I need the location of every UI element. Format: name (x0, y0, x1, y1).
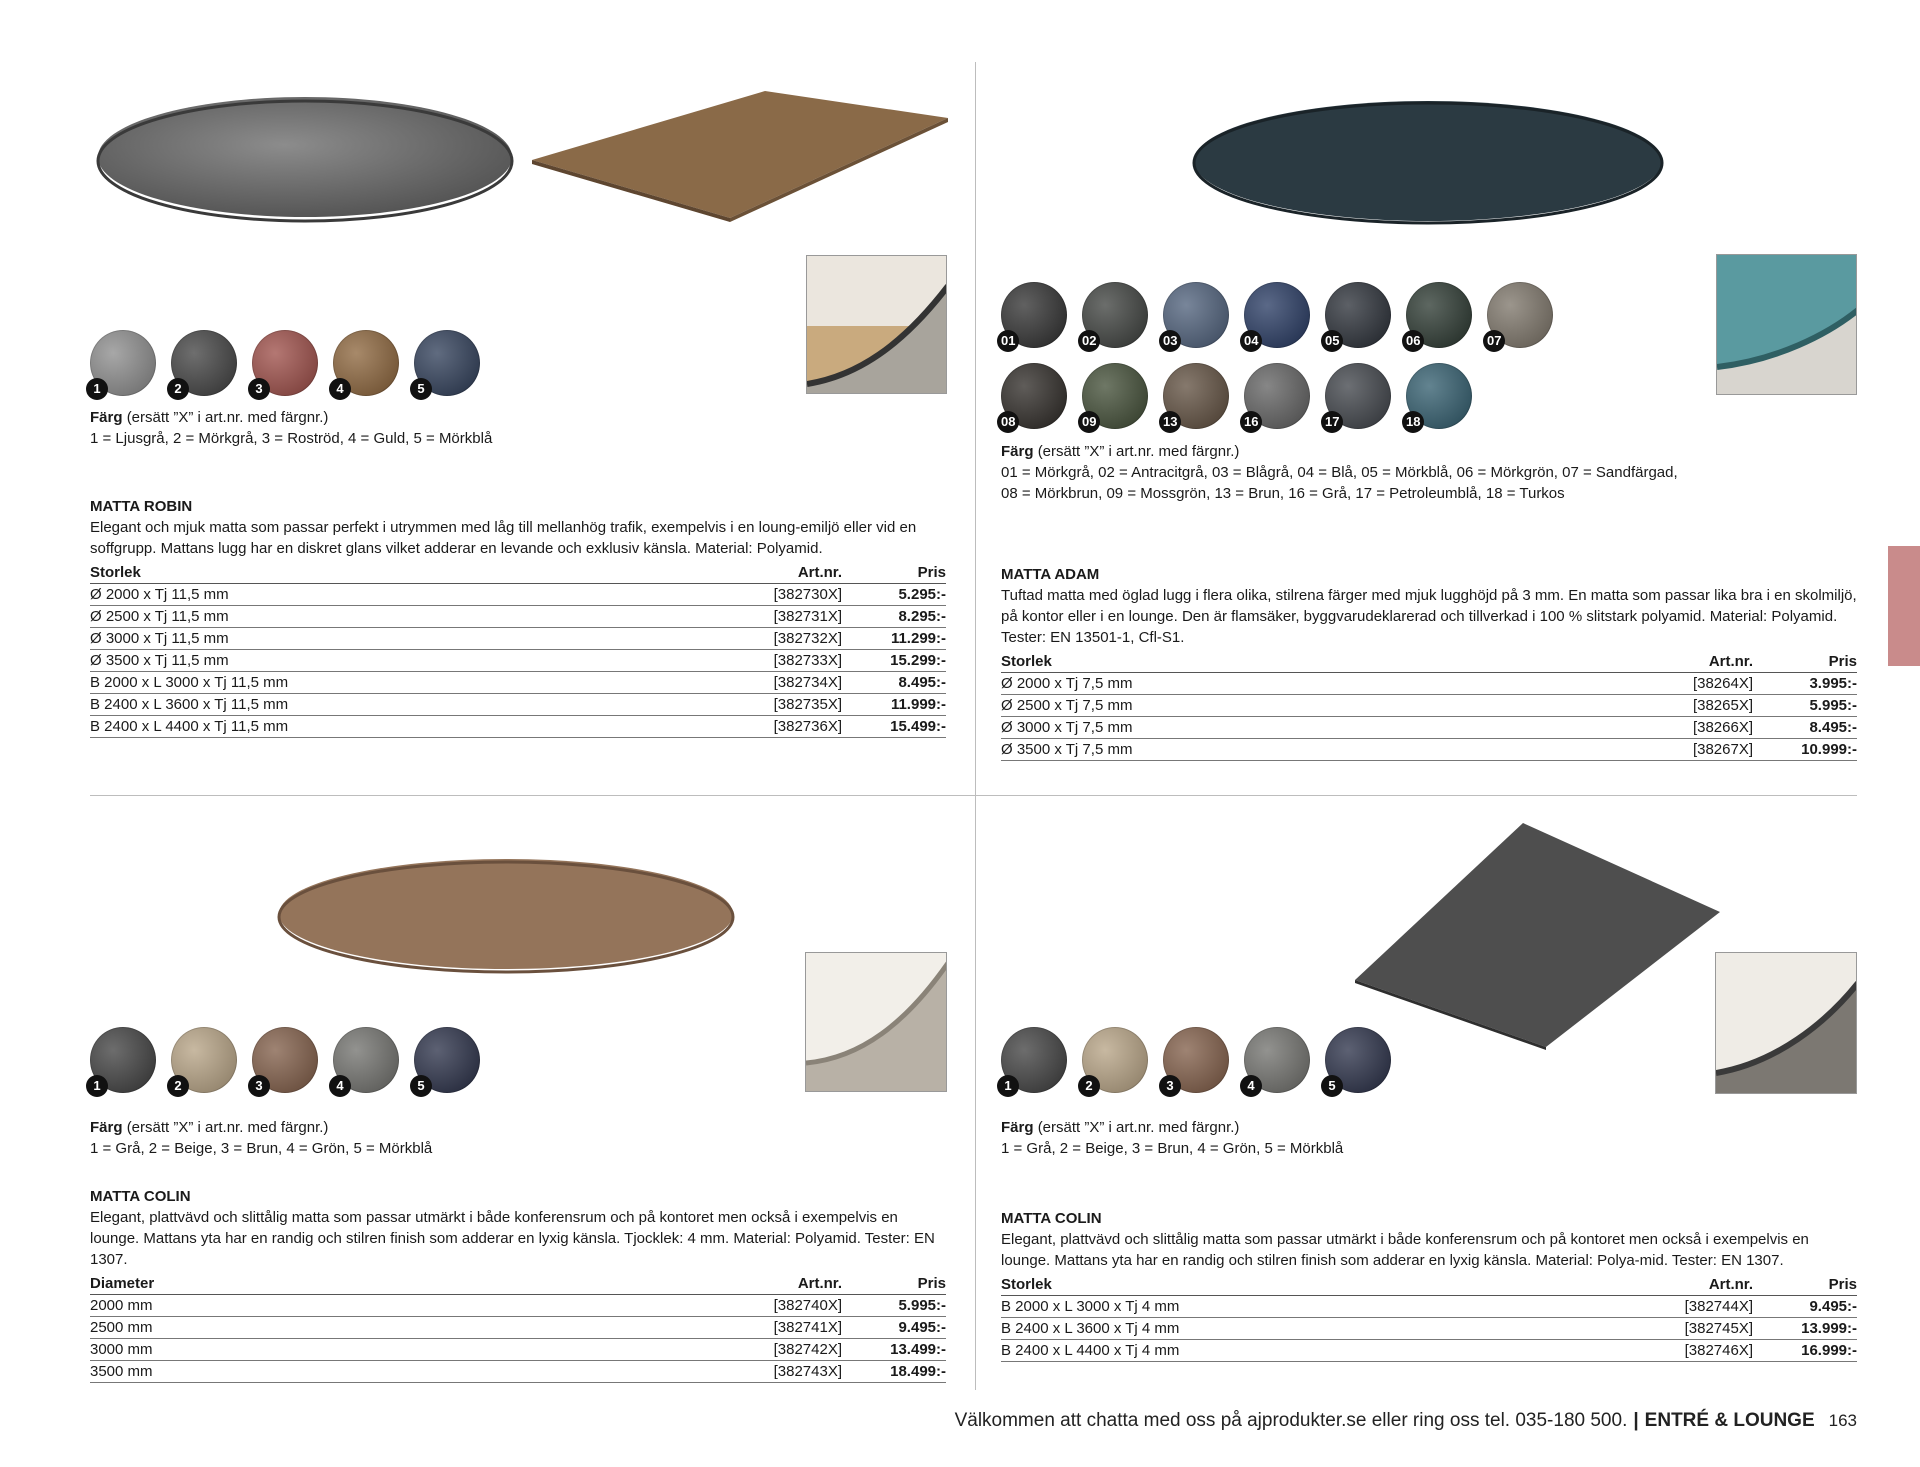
footer-category: ENTRÉ & LOUNGE (1644, 1410, 1815, 1431)
table-row (90, 716, 946, 738)
price-cell: 18.499:- (842, 1361, 946, 1383)
color-swatch (90, 330, 156, 396)
price-cell: 5.295:- (842, 584, 946, 606)
swatch-number: 02 (1078, 330, 1100, 352)
table-row (90, 694, 946, 716)
color-title: Färg (90, 409, 123, 426)
swatch-number: 18 (1402, 411, 1424, 433)
table-row (1001, 695, 1857, 717)
color-title: Färg (1001, 443, 1034, 460)
article-number-cell: [38264X] (1643, 673, 1753, 695)
color-legend-line-1: 01 = Mörkgrå, 02 = Antracitgrå, 03 = Blågrå, 04 = Blå, 05 = Mörkblå, 06 = Mörkgrön, 07 = Sandfärgad, (1001, 464, 1678, 481)
product-name: MATTA COLIN (90, 1188, 191, 1205)
article-number-cell: [382732X] (732, 628, 842, 650)
size-cell: B 2000 x L 3000 x Tj 4 mm (1001, 1296, 1643, 1318)
adam-product (1001, 564, 1857, 761)
page-number: 163 (1828, 1411, 1857, 1430)
size-cell: Ø 2000 x Tj 7,5 mm (1001, 673, 1643, 695)
swatch-number: 09 (1078, 411, 1100, 433)
colin-round-rug-image (276, 856, 736, 978)
swatch-number: 5 (1321, 1075, 1343, 1097)
column-header: Storlek (1001, 1273, 1643, 1296)
price-table (90, 561, 946, 738)
article-number-cell: [382731X] (732, 606, 842, 628)
color-title: Färg (90, 1119, 123, 1136)
price-table (90, 1272, 946, 1383)
table-row (90, 1339, 946, 1361)
colin-round-color-info (90, 1117, 432, 1159)
price-cell: 15.299:- (842, 650, 946, 672)
size-cell: 3000 mm (90, 1339, 732, 1361)
swatch-number: 4 (329, 1075, 351, 1097)
row-divider (90, 795, 1857, 796)
column-header: Art.nr. (1643, 1273, 1753, 1296)
column-header: Art.nr. (1643, 650, 1753, 673)
size-cell: Ø 2500 x Tj 7,5 mm (1001, 695, 1643, 717)
robin-rect-rug-image (530, 88, 950, 223)
article-number-cell: [382742X] (732, 1339, 842, 1361)
color-swatch (1244, 363, 1310, 429)
price-cell: 8.295:- (842, 606, 946, 628)
article-number-cell: [382736X] (732, 716, 842, 738)
price-cell: 5.995:- (1753, 695, 1857, 717)
price-cell: 9.495:- (842, 1317, 946, 1339)
colin-round-product (90, 1186, 946, 1383)
article-number-cell: [382733X] (732, 650, 842, 672)
color-swatch (1082, 363, 1148, 429)
colin-rect-detail-image (1715, 952, 1857, 1094)
price-cell: 11.999:- (842, 694, 946, 716)
table-header-row (90, 561, 946, 584)
table-row (90, 650, 946, 672)
swatch-number: 05 (1321, 330, 1343, 352)
color-legend-line-2: 08 = Mörkbrun, 09 = Mossgrön, 13 = Brun, 16 = Grå, 17 = Petroleumblå, 18 = Turkos (1001, 485, 1565, 502)
size-cell: Ø 3000 x Tj 11,5 mm (90, 628, 732, 650)
price-cell: 8.495:- (1753, 717, 1857, 739)
adam-swatches-row-1 (1001, 282, 1553, 348)
table-row (1001, 717, 1857, 739)
table-row (1001, 1318, 1857, 1340)
color-swatch (1082, 282, 1148, 348)
color-swatch (1325, 363, 1391, 429)
robin-swatches (90, 330, 480, 396)
table-header-row (1001, 1273, 1857, 1296)
color-note: (ersätt ”X” i art.nr. med färgnr.) (1037, 1119, 1240, 1136)
swatch-number: 2 (167, 1075, 189, 1097)
color-swatch (171, 1027, 237, 1093)
product-name: MATTA ROBIN (90, 498, 193, 515)
article-number-cell: [382744X] (1643, 1296, 1753, 1318)
price-table (1001, 1273, 1857, 1362)
table-row (1001, 673, 1857, 695)
robin-product (90, 496, 946, 738)
size-cell: Ø 3000 x Tj 7,5 mm (1001, 717, 1643, 739)
color-note: (ersätt ”X” i art.nr. med färgnr.) (1037, 443, 1240, 460)
swatch-number: 16 (1240, 411, 1262, 433)
product-name: MATTA ADAM (1001, 566, 1100, 583)
color-swatch (1163, 363, 1229, 429)
price-cell: 13.499:- (842, 1339, 946, 1361)
color-swatch (1406, 282, 1472, 348)
swatch-number: 06 (1402, 330, 1424, 352)
price-cell: 9.495:- (1753, 1296, 1857, 1318)
swatch-number: 3 (248, 378, 270, 400)
table-row (1001, 1340, 1857, 1362)
swatch-number: 07 (1483, 330, 1505, 352)
swatch-number: 2 (1078, 1075, 1100, 1097)
color-swatch (1163, 1027, 1229, 1093)
table-row (90, 1317, 946, 1339)
size-cell: 2500 mm (90, 1317, 732, 1339)
color-legend: 1 = Grå, 2 = Beige, 3 = Brun, 4 = Grön, 5 = Mörkblå (1001, 1140, 1344, 1157)
adam-color-info (1001, 441, 1678, 504)
product-name: MATTA COLIN (1001, 1210, 1102, 1227)
article-number-cell: [382730X] (732, 584, 842, 606)
swatch-number: 4 (329, 378, 351, 400)
product-description: Elegant och mjuk matta som passar perfekt i utrymmen med låg till mellanhög trafik, exempelvis i en loung-emiljö eller vid en soffgrupp. Mattans lugg har en diskret glans vilket adderar en levande och exklusiv känsla. Material: Polyamid. (90, 519, 917, 557)
size-cell: B 2400 x L 4400 x Tj 11,5 mm (90, 716, 732, 738)
table-row (90, 584, 946, 606)
color-swatch (1001, 363, 1067, 429)
color-swatch (1001, 1027, 1067, 1093)
swatch-number: 08 (997, 411, 1019, 433)
adam-detail-image (1716, 254, 1857, 395)
robin-round-rug-image (95, 95, 515, 225)
footer-contact-text: Välkommen att chatta med oss på ajprodukter.se eller ring oss tel. 035-180 500. (954, 1410, 1628, 1431)
price-cell: 8.495:- (842, 672, 946, 694)
column-divider (975, 62, 976, 1390)
column-header: Art.nr. (732, 1272, 842, 1295)
color-swatch (1487, 282, 1553, 348)
size-cell: 2000 mm (90, 1295, 732, 1317)
adam-swatches-row-2 (1001, 363, 1472, 429)
color-legend: 1 = Ljusgrå, 2 = Mörkgrå, 3 = Roströd, 4 = Guld, 5 = Mörkblå (90, 430, 493, 447)
size-cell: Ø 3500 x Tj 7,5 mm (1001, 739, 1643, 761)
column-header: Pris (1753, 1273, 1857, 1296)
article-number-cell: [382741X] (732, 1317, 842, 1339)
article-number-cell: [382746X] (1643, 1340, 1753, 1362)
swatch-number: 1 (997, 1075, 1019, 1097)
color-title: Färg (1001, 1119, 1034, 1136)
swatch-number: 01 (997, 330, 1019, 352)
color-swatch (1325, 1027, 1391, 1093)
robin-color-info (90, 407, 492, 449)
size-cell: Ø 2500 x Tj 11,5 mm (90, 606, 732, 628)
color-swatch (1325, 282, 1391, 348)
swatch-number: 1 (86, 378, 108, 400)
size-cell: B 2000 x L 3000 x Tj 11,5 mm (90, 672, 732, 694)
table-header-row (90, 1272, 946, 1295)
size-cell: B 2400 x L 3600 x Tj 4 mm (1001, 1318, 1643, 1340)
column-header: Pris (842, 1272, 946, 1295)
size-cell: Ø 3500 x Tj 11,5 mm (90, 650, 732, 672)
product-description: Tuftad matta med öglad lugg i flera olika, stilrena färger med mjuk lugghöjd på 3 mm. En matta som passar lika bra i en skolmiljö, på kontor eller i en lounge. Den är flamsäker, byggvarudeklarerad och tillverkad i 100 % slitstark polyamid. Material: Polyamid. Tester: EN 13501-1, Cfl-S1. (1001, 587, 1857, 646)
color-swatch (414, 330, 480, 396)
column-header: Diameter (90, 1272, 732, 1295)
color-swatch (1244, 282, 1310, 348)
price-cell: 10.999:- (1753, 739, 1857, 761)
swatch-number: 03 (1159, 330, 1181, 352)
article-number-cell: [382740X] (732, 1295, 842, 1317)
page-footer (955, 1410, 1857, 1432)
color-swatch (252, 1027, 318, 1093)
product-description: Elegant, plattvävd och slittålig matta som passar utmärkt i både konferensrum och på kontoret men också i exempelvis en lounge. Mattans yta har en randig och stilren finish som adderar en lyxig känsla. Tjocklek: 4 mm. Material: Polyamid. Tester: EN 1307. (90, 1209, 935, 1268)
color-swatch (1082, 1027, 1148, 1093)
colin-rect-swatches (1001, 1027, 1391, 1093)
size-cell: Ø 2000 x Tj 11,5 mm (90, 584, 732, 606)
price-cell: 15.499:- (842, 716, 946, 738)
swatch-number: 5 (410, 378, 432, 400)
color-swatch (1244, 1027, 1310, 1093)
footer-separator: | (1633, 1410, 1639, 1431)
column-header: Pris (842, 561, 946, 584)
color-swatch (414, 1027, 480, 1093)
column-header: Pris (1753, 650, 1857, 673)
price-cell: 3.995:- (1753, 673, 1857, 695)
article-number-cell: [38266X] (1643, 717, 1753, 739)
color-swatch (333, 330, 399, 396)
table-row (90, 1295, 946, 1317)
colin-round-detail-image (805, 952, 947, 1092)
price-cell: 16.999:- (1753, 1340, 1857, 1362)
column-header: Storlek (1001, 650, 1643, 673)
table-row (90, 672, 946, 694)
column-header: Art.nr. (732, 561, 842, 584)
swatch-number: 2 (167, 378, 189, 400)
swatch-number: 4 (1240, 1075, 1262, 1097)
article-number-cell: [382745X] (1643, 1318, 1753, 1340)
product-description: Elegant, plattvävd och slittålig matta som passar utmärkt i både konferensrum och på kontoret men också i exempelvis en lounge. Mattans yta har en randig och stilren finish som adderar en lyxig känsla. Material: Polya-mid. Tester: EN 1307. (1001, 1231, 1809, 1269)
table-row (90, 1361, 946, 1383)
robin-detail-image (806, 255, 947, 394)
table-row (90, 628, 946, 650)
swatch-number: 1 (86, 1075, 108, 1097)
article-number-cell: [382734X] (732, 672, 842, 694)
swatch-number: 04 (1240, 330, 1262, 352)
column-header: Storlek (90, 561, 732, 584)
table-header-row (1001, 650, 1857, 673)
color-swatch (1406, 363, 1472, 429)
color-note: (ersätt ”X” i art.nr. med färgnr.) (126, 409, 329, 426)
table-row (1001, 739, 1857, 761)
size-cell: B 2400 x L 3600 x Tj 11,5 mm (90, 694, 732, 716)
colin-rect-rug-image (1353, 820, 1723, 1050)
swatch-number: 13 (1159, 411, 1181, 433)
swatch-number: 3 (1159, 1075, 1181, 1097)
color-swatch (252, 330, 318, 396)
color-swatch (171, 330, 237, 396)
color-swatch (90, 1027, 156, 1093)
color-swatch (1001, 282, 1067, 348)
article-number-cell: [382735X] (732, 694, 842, 716)
colin-rect-color-info (1001, 1117, 1343, 1159)
article-number-cell: [38265X] (1643, 695, 1753, 717)
colin-rect-product (1001, 1208, 1857, 1362)
article-number-cell: [38267X] (1643, 739, 1753, 761)
color-swatch (1163, 282, 1229, 348)
table-row (1001, 1296, 1857, 1318)
price-cell: 11.299:- (842, 628, 946, 650)
section-tab-marker (1888, 546, 1920, 666)
size-cell: 3500 mm (90, 1361, 732, 1383)
color-note: (ersätt ”X” i art.nr. med färgnr.) (126, 1119, 329, 1136)
colin-round-swatches (90, 1027, 480, 1093)
table-row (90, 606, 946, 628)
size-cell: B 2400 x L 4400 x Tj 4 mm (1001, 1340, 1643, 1362)
color-legend: 1 = Grå, 2 = Beige, 3 = Brun, 4 = Grön, 5 = Mörkblå (90, 1140, 433, 1157)
color-swatch (333, 1027, 399, 1093)
swatch-number: 5 (410, 1075, 432, 1097)
price-cell: 5.995:- (842, 1295, 946, 1317)
swatch-number: 3 (248, 1075, 270, 1097)
swatch-number: 17 (1321, 411, 1343, 433)
price-table (1001, 650, 1857, 761)
article-number-cell: [382743X] (732, 1361, 842, 1383)
price-cell: 13.999:- (1753, 1318, 1857, 1340)
adam-round-rug-image (1190, 97, 1666, 227)
